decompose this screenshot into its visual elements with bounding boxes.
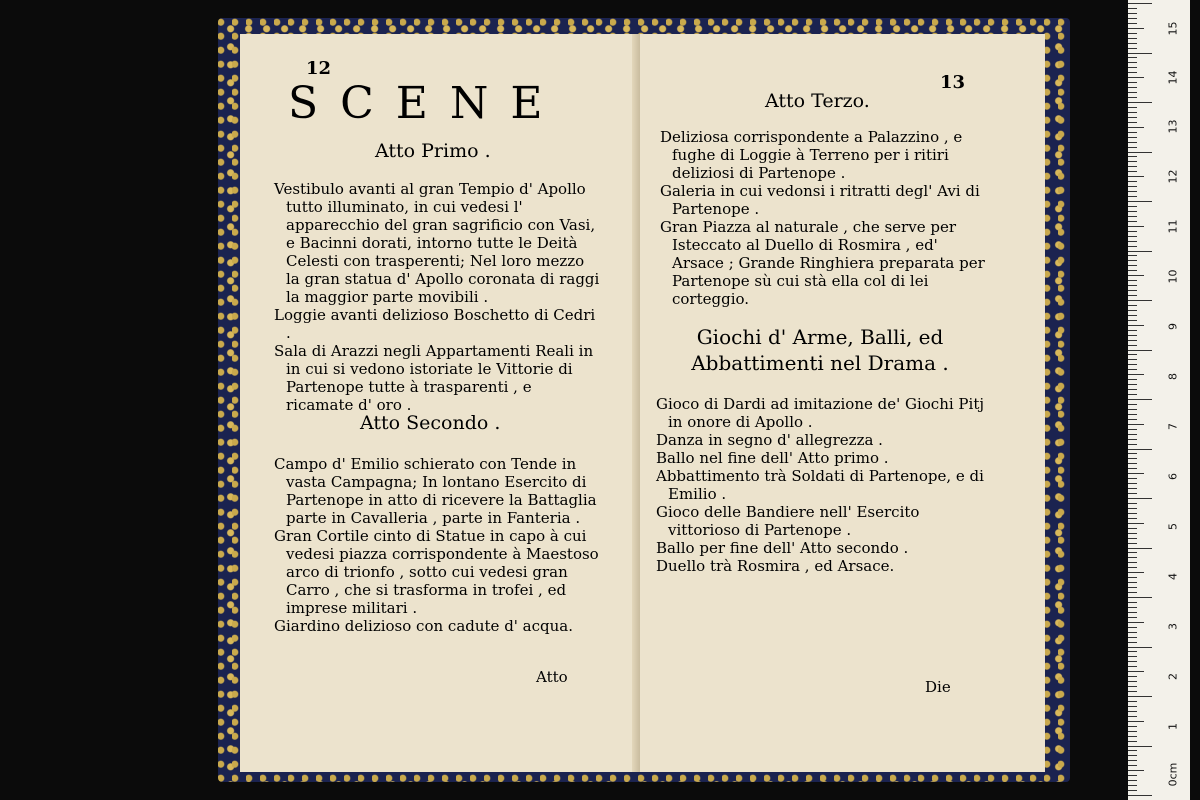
ruler-tick bbox=[1128, 28, 1144, 29]
ruler-tick bbox=[1128, 458, 1137, 459]
ruler-tick bbox=[1128, 102, 1152, 103]
ruler-tick bbox=[1128, 518, 1137, 519]
ruler-tick bbox=[1128, 374, 1144, 375]
ruler-tick bbox=[1128, 444, 1137, 445]
ruler-tick bbox=[1128, 439, 1137, 440]
ruler-tick bbox=[1128, 13, 1137, 14]
act1-entry: Sala di Arazzi negli Appartamenti Reali in in cui si vedono istoriate le Vittorie di Partenope tutte à trasparenti , e ricamate d' oro . bbox=[274, 342, 594, 414]
ruler-tick bbox=[1128, 523, 1144, 524]
ruler-tick bbox=[1128, 389, 1137, 390]
scene-title: SCENE bbox=[288, 78, 565, 129]
ruler-tick bbox=[1128, 186, 1137, 187]
ruler-tick bbox=[1128, 137, 1137, 138]
ruler-tick bbox=[1128, 241, 1137, 242]
ruler-number: 11 bbox=[1166, 219, 1180, 234]
act1-entries bbox=[274, 180, 600, 414]
ruler-number: 5 bbox=[1166, 523, 1180, 530]
ruler-tick bbox=[1128, 142, 1137, 143]
ruler-tick bbox=[1128, 409, 1137, 410]
ruler-tick bbox=[1128, 43, 1137, 44]
games-entry: Gioco delle Bandiere nell' Esercito vittorioso di Partenope . bbox=[656, 503, 920, 539]
ruler-number: 6 bbox=[1166, 473, 1180, 480]
ruler-tick bbox=[1128, 216, 1137, 217]
ruler-tick bbox=[1128, 473, 1144, 474]
ruler-tick bbox=[1128, 265, 1137, 266]
ruler-tick bbox=[1128, 577, 1137, 578]
games-entry: Duello trà Rosmira , ed Arsace. bbox=[656, 557, 895, 575]
ruler-tick bbox=[1128, 152, 1152, 153]
ruler-number: 9 bbox=[1166, 323, 1180, 330]
ruler-tick bbox=[1128, 642, 1137, 643]
ruler-tick bbox=[1128, 181, 1137, 182]
ruler-tick bbox=[1128, 716, 1137, 717]
ruler-tick bbox=[1128, 770, 1144, 771]
ruler-tick bbox=[1128, 23, 1137, 24]
ruler-tick bbox=[1128, 513, 1137, 514]
ruler-tick bbox=[1128, 543, 1137, 544]
right-page-number: 13 bbox=[940, 72, 966, 93]
ruler-tick bbox=[1128, 538, 1137, 539]
ruler-tick bbox=[1128, 607, 1137, 608]
games-entries bbox=[656, 395, 986, 575]
ruler-number: 12 bbox=[1166, 169, 1180, 184]
ruler-tick bbox=[1128, 533, 1137, 534]
ruler-tick bbox=[1128, 676, 1137, 677]
ruler-tick bbox=[1128, 622, 1144, 623]
ruler-tick bbox=[1128, 127, 1144, 128]
ruler-number: 7 bbox=[1166, 423, 1180, 430]
ruler-tick bbox=[1128, 280, 1137, 281]
ruler-number: 1 bbox=[1166, 723, 1180, 730]
ruler-tick bbox=[1128, 557, 1137, 558]
ruler-tick bbox=[1128, 736, 1137, 737]
ruler-tick bbox=[1128, 790, 1137, 791]
ruler-tick bbox=[1128, 468, 1137, 469]
ruler-tick bbox=[1128, 295, 1137, 296]
ruler-tick bbox=[1128, 449, 1152, 450]
ruler-tick bbox=[1128, 251, 1152, 252]
ruler-tick bbox=[1128, 191, 1137, 192]
ruler-tick bbox=[1128, 731, 1137, 732]
ruler-tick bbox=[1128, 161, 1137, 162]
ruler-tick bbox=[1128, 453, 1137, 454]
act1-heading: Atto Primo . bbox=[375, 140, 491, 162]
ruler-number: 4 bbox=[1166, 573, 1180, 580]
ruler-tick bbox=[1128, 696, 1152, 697]
ruler-tick bbox=[1128, 478, 1137, 479]
ruler-tick bbox=[1128, 369, 1137, 370]
ruler-tick bbox=[1128, 325, 1144, 326]
ruler-tick bbox=[1128, 592, 1137, 593]
games-entry: Gioco di Dardi ad imitazione de' Giochi Pitj in onore di Apollo . bbox=[656, 395, 985, 431]
ruler-tick bbox=[1128, 112, 1137, 113]
ruler-tick bbox=[1128, 755, 1137, 756]
ruler-tick bbox=[1128, 236, 1137, 237]
ruler-tick bbox=[1128, 686, 1137, 687]
ruler-tick bbox=[1128, 567, 1137, 568]
act3-entry: Galeria in cui vedonsi i ritratti degl' Avi di Partenope . bbox=[660, 182, 980, 218]
act3-heading: Atto Terzo. bbox=[765, 90, 870, 112]
ruler-tick bbox=[1128, 310, 1137, 311]
games-entry: Ballo per fine dell' Atto secondo . bbox=[656, 539, 909, 557]
ruler-tick bbox=[1128, 612, 1137, 613]
ruler-tick bbox=[1128, 350, 1152, 351]
ruler-tick bbox=[1128, 226, 1144, 227]
ruler-tick bbox=[1128, 3, 1152, 4]
ruler-tick bbox=[1128, 92, 1137, 93]
ruler-tick bbox=[1128, 434, 1137, 435]
ruler-tick bbox=[1128, 206, 1137, 207]
left-page-number: 12 bbox=[306, 58, 332, 79]
ruler-tick bbox=[1128, 384, 1137, 385]
games-entry: Danza in segno d' allegrezza . bbox=[656, 431, 883, 449]
ruler-number: 2 bbox=[1166, 673, 1180, 680]
ruler-tick bbox=[1128, 548, 1152, 549]
ruler-tick bbox=[1128, 746, 1152, 747]
ruler-tick bbox=[1128, 750, 1137, 751]
act3-entries bbox=[660, 128, 990, 308]
ruler-tick bbox=[1128, 82, 1137, 83]
ruler-tick bbox=[1128, 57, 1137, 58]
ruler-tick bbox=[1128, 345, 1137, 346]
ruler-number: 10 bbox=[1166, 269, 1180, 284]
ruler-tick bbox=[1128, 528, 1137, 529]
ruler-tick bbox=[1128, 760, 1137, 761]
ruler-tick bbox=[1128, 260, 1137, 261]
ruler-tick bbox=[1128, 711, 1137, 712]
ruler-number: 8 bbox=[1166, 373, 1180, 380]
ruler-tick bbox=[1128, 53, 1152, 54]
ruler-number: 14 bbox=[1166, 70, 1180, 85]
act2-entry: Giardino delizioso con cadute d' acqua. bbox=[274, 617, 574, 635]
games-entry: Ballo nel fine dell' Atto primo . bbox=[656, 449, 889, 467]
ruler-tick bbox=[1128, 637, 1137, 638]
ruler-tick bbox=[1128, 726, 1137, 727]
ruler-tick bbox=[1128, 656, 1137, 657]
ruler-tick bbox=[1128, 315, 1137, 316]
ruler-tick bbox=[1128, 503, 1137, 504]
left-catchword: Atto bbox=[536, 668, 568, 686]
ruler-tick bbox=[1128, 562, 1137, 563]
act3-entry: Deliziosa corrispondente a Palazzino , e fughe di Loggie à Terreno per i ritiri deliziosi di Partenope . bbox=[660, 128, 963, 182]
ruler-tick bbox=[1128, 424, 1144, 425]
act1-entry: Loggie avanti delizioso Boschetto di Cedri . bbox=[274, 306, 596, 342]
ruler-tick bbox=[1128, 72, 1137, 73]
ruler-tick bbox=[1128, 429, 1137, 430]
games-entry: Abbattimento trà Soldati di Partenope, e di Emilio . bbox=[656, 467, 984, 503]
ruler-tick bbox=[1128, 122, 1137, 123]
ruler-tick bbox=[1128, 661, 1137, 662]
ruler-tick bbox=[1128, 340, 1137, 341]
ruler-tick bbox=[1128, 201, 1152, 202]
ruler-tick bbox=[1128, 18, 1137, 19]
ruler-tick bbox=[1128, 364, 1137, 365]
ruler-tick bbox=[1128, 176, 1144, 177]
ruler-tick bbox=[1128, 171, 1137, 172]
ruler-tick bbox=[1128, 671, 1144, 672]
act2-entries bbox=[274, 455, 600, 635]
ruler-tick bbox=[1128, 780, 1137, 781]
ruler-tick bbox=[1128, 166, 1137, 167]
ruler-tick bbox=[1128, 38, 1137, 39]
ruler-tick bbox=[1128, 67, 1137, 68]
act2-heading: Atto Secondo . bbox=[360, 412, 501, 434]
ruler-tick bbox=[1128, 196, 1137, 197]
games-heading: Giochi d' Arme, Balli, ed Abbattimenti nel Drama . bbox=[691, 325, 949, 375]
ruler-tick bbox=[1128, 255, 1137, 256]
ruler-tick bbox=[1128, 379, 1137, 380]
ruler-tick bbox=[1128, 8, 1137, 9]
ruler-tick bbox=[1128, 582, 1137, 583]
ruler-tick bbox=[1128, 62, 1137, 63]
ruler-tick bbox=[1128, 335, 1137, 336]
ruler-tick bbox=[1128, 156, 1137, 157]
ruler-tick bbox=[1128, 721, 1144, 722]
act3-entry: Gran Piazza al naturale , che serve per Isteccato al Duello di Rosmira , ed' Arsace ; Grande Ringhiera preparata per Partenope sù cui stà ella col di lei corteggio. bbox=[660, 218, 985, 308]
ruler-tick bbox=[1128, 602, 1137, 603]
ruler-tick bbox=[1128, 211, 1137, 212]
ruler-tick bbox=[1128, 275, 1144, 276]
ruler-number: 0cm bbox=[1166, 762, 1180, 787]
ruler-tick bbox=[1128, 97, 1137, 98]
ruler-tick bbox=[1128, 572, 1144, 573]
ruler-tick bbox=[1128, 483, 1137, 484]
ruler-tick bbox=[1128, 632, 1137, 633]
ruler-tick bbox=[1128, 270, 1137, 271]
ruler-tick bbox=[1128, 117, 1137, 118]
ruler-tick bbox=[1128, 404, 1137, 405]
ruler-tick bbox=[1128, 305, 1137, 306]
ruler-number: 13 bbox=[1166, 119, 1180, 134]
ruler-tick bbox=[1128, 300, 1152, 301]
ruler-tick bbox=[1128, 508, 1137, 509]
ruler-tick bbox=[1128, 394, 1137, 395]
ruler-tick bbox=[1128, 498, 1152, 499]
ruler-tick bbox=[1128, 77, 1144, 78]
ruler-tick bbox=[1128, 107, 1137, 108]
ruler-tick bbox=[1128, 33, 1137, 34]
measuring-ruler bbox=[1128, 0, 1190, 800]
act2-entry: Gran Cortile cinto di Statue in capo à cui vedesi piazza corrispondente à Maestoso arco di trionfo , sotto cui vedesi gran Carro , che si trasforma in trofei , ed imprese militari . bbox=[274, 527, 599, 617]
ruler-tick bbox=[1128, 419, 1137, 420]
act1-entry: Vestibulo avanti al gran Tempio d' Apollo tutto illuminato, in cui vedesi l' apparecchio del gran sagrificio con Vasi, e Bacinni dorati, intorno tutte le Deità Celesti con trasperenti; Nel loro mezzo la gran statua d' Apollo coronata di raggi la maggior parte movibili . bbox=[274, 180, 600, 306]
ruler-tick bbox=[1128, 290, 1137, 291]
ruler-tick bbox=[1128, 552, 1137, 553]
ruler-tick bbox=[1128, 221, 1137, 222]
ruler-tick bbox=[1128, 597, 1152, 598]
ruler-tick bbox=[1128, 587, 1137, 588]
ruler-tick bbox=[1128, 48, 1137, 49]
ruler-tick bbox=[1128, 414, 1137, 415]
ruler-tick bbox=[1128, 741, 1137, 742]
ruler-tick bbox=[1128, 691, 1137, 692]
ruler-tick bbox=[1128, 617, 1137, 618]
ruler-tick bbox=[1128, 493, 1137, 494]
ruler-tick bbox=[1128, 681, 1137, 682]
ruler-tick bbox=[1128, 785, 1137, 786]
ruler-tick bbox=[1128, 795, 1152, 796]
ruler-tick bbox=[1128, 765, 1137, 766]
ruler-tick bbox=[1128, 706, 1137, 707]
ruler-tick bbox=[1128, 354, 1137, 355]
ruler-number: 3 bbox=[1166, 623, 1180, 630]
ruler-tick bbox=[1128, 701, 1137, 702]
ruler-tick bbox=[1128, 627, 1137, 628]
ruler-tick bbox=[1128, 320, 1137, 321]
ruler-number: 15 bbox=[1166, 21, 1180, 36]
ruler-tick bbox=[1128, 651, 1137, 652]
ruler-tick bbox=[1128, 463, 1137, 464]
right-catchword: Die bbox=[925, 678, 951, 696]
ruler-tick bbox=[1128, 285, 1137, 286]
act2-entry: Campo d' Emilio schierato con Tende in vasta Campagna; In lontano Esercito di Partenope in atto di ricevere la Battaglia parte in Cavalleria , parte in Fanteria . bbox=[274, 455, 597, 527]
ruler-tick bbox=[1128, 330, 1137, 331]
ruler-tick bbox=[1128, 231, 1137, 232]
ruler-tick bbox=[1128, 488, 1137, 489]
ruler-tick bbox=[1128, 647, 1152, 648]
ruler-tick bbox=[1128, 87, 1137, 88]
ruler-tick bbox=[1128, 147, 1137, 148]
ruler-tick bbox=[1128, 666, 1137, 667]
ruler-tick bbox=[1128, 132, 1137, 133]
ruler-tick bbox=[1128, 399, 1152, 400]
ruler-tick bbox=[1128, 246, 1137, 247]
ruler-tick bbox=[1128, 359, 1137, 360]
ruler-tick bbox=[1128, 775, 1137, 776]
